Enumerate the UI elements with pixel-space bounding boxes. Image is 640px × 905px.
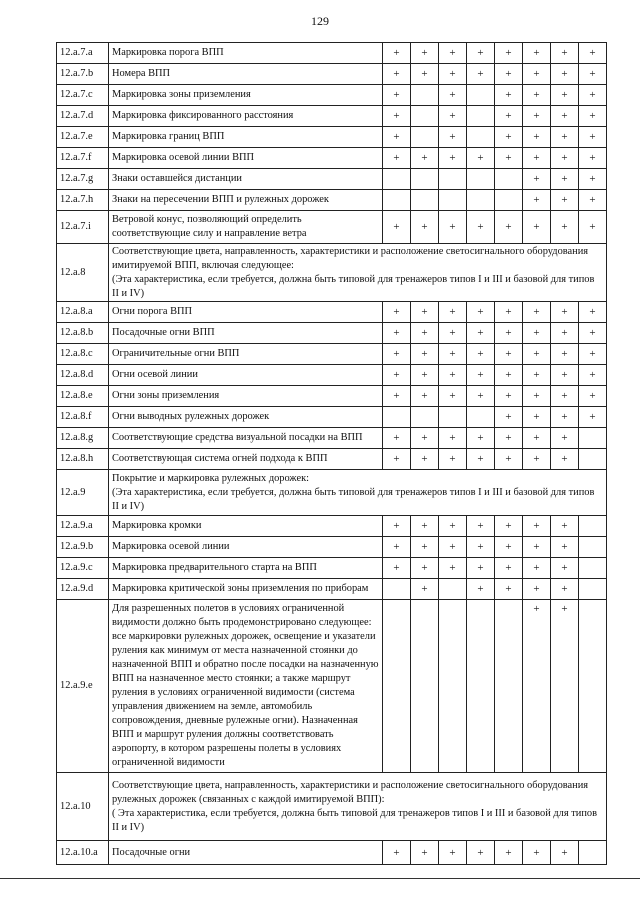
- applicability-mark-cell: +: [495, 428, 523, 449]
- applicability-mark-cell: +: [439, 64, 467, 85]
- applicability-mark-cell: +: [495, 106, 523, 127]
- row-code: 12.a.9.e: [57, 600, 109, 773]
- applicability-mark-cell: +: [495, 43, 523, 64]
- applicability-mark-cell: +: [439, 365, 467, 386]
- applicability-mark-cell: +: [579, 344, 607, 365]
- applicability-mark-cell: +: [383, 537, 411, 558]
- row-description: Маркировка кромки: [109, 516, 383, 537]
- applicability-mark-cell: +: [579, 106, 607, 127]
- section-row: [57, 244, 607, 302]
- row-description: Огни порога ВПП: [109, 302, 383, 323]
- applicability-mark-cell: +: [551, 190, 579, 211]
- applicability-mark-cell: [579, 516, 607, 537]
- applicability-mark-cell: +: [439, 323, 467, 344]
- applicability-mark-cell: +: [551, 600, 579, 773]
- applicability-mark-cell: +: [579, 169, 607, 190]
- row-code: 12.a.9: [57, 470, 109, 516]
- table-row: [57, 841, 607, 865]
- row-description: Посадочные огни: [109, 841, 383, 865]
- table-row: [57, 386, 607, 407]
- row-description: Огни зоны приземления: [109, 386, 383, 407]
- applicability-mark-cell: +: [579, 211, 607, 244]
- applicability-mark-cell: +: [411, 579, 439, 600]
- applicability-mark-cell: +: [551, 841, 579, 865]
- applicability-mark-cell: +: [439, 127, 467, 148]
- applicability-mark-cell: +: [495, 64, 523, 85]
- applicability-mark-cell: [411, 190, 439, 211]
- row-code: 12.a.10: [57, 773, 109, 841]
- applicability-mark-cell: +: [579, 386, 607, 407]
- row-code: 12.a.7.b: [57, 64, 109, 85]
- applicability-mark-cell: +: [439, 302, 467, 323]
- table-row: [57, 449, 607, 470]
- applicability-mark-cell: [495, 169, 523, 190]
- applicability-mark-cell: +: [551, 386, 579, 407]
- applicability-mark-cell: [383, 190, 411, 211]
- applicability-mark-cell: +: [523, 558, 551, 579]
- applicability-mark-cell: +: [523, 600, 551, 773]
- table-row: [57, 537, 607, 558]
- applicability-mark-cell: +: [523, 127, 551, 148]
- applicability-mark-cell: +: [383, 428, 411, 449]
- row-description: Соответствующая система огней подхода к ВПП: [109, 449, 383, 470]
- row-description: Огни выводных рулежных дорожек: [109, 407, 383, 428]
- applicability-mark-cell: [411, 169, 439, 190]
- applicability-mark-cell: +: [439, 428, 467, 449]
- applicability-mark-cell: +: [467, 365, 495, 386]
- row-code: 12.a.8.a: [57, 302, 109, 323]
- applicability-mark-cell: +: [551, 106, 579, 127]
- row-code: 12.a.7.c: [57, 85, 109, 106]
- applicability-mark-cell: +: [495, 449, 523, 470]
- page-bottom-rule: [0, 878, 640, 879]
- applicability-mark-cell: +: [523, 43, 551, 64]
- applicability-mark-cell: +: [467, 302, 495, 323]
- table-row: [57, 190, 607, 211]
- applicability-mark-cell: [439, 579, 467, 600]
- row-description: Маркировка предварительного старта на ВПП: [109, 558, 383, 579]
- applicability-mark-cell: [467, 85, 495, 106]
- section-note: ( Эта характеристика, если требуется, должна быть типовой для тренажеров типов I и III и базовой для типов II и IV): [112, 807, 597, 833]
- applicability-mark-cell: +: [551, 428, 579, 449]
- applicability-mark-cell: +: [467, 148, 495, 169]
- applicability-mark-cell: [467, 190, 495, 211]
- applicability-mark-cell: +: [551, 302, 579, 323]
- applicability-mark-cell: +: [383, 127, 411, 148]
- section-note: (Эта характеристика, если требуется, должна быть типовой для тренажеров типов I и III и базовой для типов II и IV): [112, 273, 595, 299]
- applicability-mark-cell: +: [495, 516, 523, 537]
- row-code: 12.a.8.e: [57, 386, 109, 407]
- applicability-mark-cell: +: [411, 558, 439, 579]
- applicability-mark-cell: +: [579, 302, 607, 323]
- applicability-mark-cell: +: [467, 64, 495, 85]
- table-row: [57, 323, 607, 344]
- applicability-mark-cell: +: [383, 344, 411, 365]
- table-row: [57, 64, 607, 85]
- applicability-mark-cell: +: [383, 365, 411, 386]
- applicability-mark-cell: +: [383, 85, 411, 106]
- row-code: 12.a.9.c: [57, 558, 109, 579]
- applicability-mark-cell: +: [523, 579, 551, 600]
- applicability-mark-cell: +: [383, 64, 411, 85]
- applicability-mark-cell: +: [495, 537, 523, 558]
- applicability-mark-cell: +: [383, 148, 411, 169]
- applicability-mark-cell: [411, 407, 439, 428]
- applicability-mark-cell: +: [523, 302, 551, 323]
- applicability-mark-cell: [383, 169, 411, 190]
- applicability-mark-cell: +: [523, 169, 551, 190]
- applicability-mark-cell: [467, 407, 495, 428]
- applicability-mark-cell: +: [523, 211, 551, 244]
- row-description: Ограничительные огни ВПП: [109, 344, 383, 365]
- table-row: [57, 516, 607, 537]
- row-description: Маркировка осевой линии ВПП: [109, 148, 383, 169]
- applicability-mark-cell: +: [523, 148, 551, 169]
- applicability-mark-cell: [439, 407, 467, 428]
- applicability-mark-cell: +: [551, 211, 579, 244]
- applicability-mark-cell: +: [467, 211, 495, 244]
- applicability-mark-cell: +: [495, 127, 523, 148]
- row-description: Соответствующие средства визуальной посадки на ВПП: [109, 428, 383, 449]
- applicability-mark-cell: +: [579, 190, 607, 211]
- applicability-mark-cell: +: [383, 516, 411, 537]
- requirements-table: [56, 42, 607, 865]
- applicability-mark-cell: +: [411, 43, 439, 64]
- applicability-mark-cell: +: [495, 323, 523, 344]
- applicability-mark-cell: +: [439, 537, 467, 558]
- row-description: Маркировка границ ВПП: [109, 127, 383, 148]
- row-code: 12.a.8.d: [57, 365, 109, 386]
- applicability-mark-cell: +: [467, 579, 495, 600]
- applicability-mark-cell: +: [523, 64, 551, 85]
- applicability-mark-cell: +: [383, 841, 411, 865]
- applicability-mark-cell: [439, 169, 467, 190]
- section-row: [57, 773, 607, 841]
- section-description: [109, 470, 607, 516]
- applicability-mark-cell: [467, 169, 495, 190]
- applicability-mark-cell: +: [523, 516, 551, 537]
- applicability-mark-cell: +: [579, 323, 607, 344]
- applicability-mark-cell: +: [551, 344, 579, 365]
- row-description: Номера ВПП: [109, 64, 383, 85]
- applicability-mark-cell: +: [551, 64, 579, 85]
- applicability-mark-cell: +: [495, 344, 523, 365]
- applicability-mark-cell: +: [383, 43, 411, 64]
- applicability-mark-cell: +: [467, 386, 495, 407]
- applicability-mark-cell: +: [551, 365, 579, 386]
- row-code: 12.a.8.f: [57, 407, 109, 428]
- applicability-mark-cell: [467, 106, 495, 127]
- applicability-mark-cell: +: [579, 407, 607, 428]
- applicability-mark-cell: +: [523, 323, 551, 344]
- table-row: [57, 148, 607, 169]
- applicability-mark-cell: +: [551, 127, 579, 148]
- applicability-mark-cell: [439, 600, 467, 773]
- applicability-mark-cell: +: [439, 85, 467, 106]
- applicability-mark-cell: +: [551, 579, 579, 600]
- row-code: 12.a.9.a: [57, 516, 109, 537]
- applicability-mark-cell: +: [383, 302, 411, 323]
- applicability-mark-cell: +: [383, 211, 411, 244]
- applicability-mark-cell: +: [439, 211, 467, 244]
- applicability-mark-cell: +: [495, 407, 523, 428]
- applicability-mark-cell: +: [383, 558, 411, 579]
- row-code: 12.a.7.a: [57, 43, 109, 64]
- applicability-mark-cell: +: [439, 148, 467, 169]
- applicability-mark-cell: +: [411, 841, 439, 865]
- row-code: 12.a.7.e: [57, 127, 109, 148]
- applicability-mark-cell: +: [523, 365, 551, 386]
- applicability-mark-cell: +: [411, 64, 439, 85]
- applicability-mark-cell: [411, 106, 439, 127]
- row-description: Для разрешенных полетов в условиях ограниченной видимости должно быть продемонстрировано следующее: все маркировки рулежных дорожек, освещение и указатели руления как минимум от места назначенной стоянки до назначенной ВПП и обратно после посадки на назначенную ВПП на назначенное место стоянки; а также маршрут руления в условиях ограниченной видимости (система управления движением на земле, автомобиль сопровождения, дневные рулежные огни). Назначенная ВПП и маршрут руления должны соответствовать аэропорту, в котором разрешены полеты в условиях ограниченной видимости: [109, 600, 383, 773]
- table-row: [57, 43, 607, 64]
- applicability-mark-cell: +: [411, 302, 439, 323]
- applicability-mark-cell: +: [495, 841, 523, 865]
- applicability-mark-cell: +: [411, 516, 439, 537]
- section-title: Покрытие и маркировка рулежных дорожек:: [112, 472, 310, 484]
- applicability-mark-cell: +: [467, 841, 495, 865]
- applicability-mark-cell: +: [411, 323, 439, 344]
- row-description: Знаки оставшейся дистанции: [109, 169, 383, 190]
- applicability-mark-cell: +: [411, 344, 439, 365]
- applicability-mark-cell: +: [439, 558, 467, 579]
- applicability-mark-cell: +: [495, 302, 523, 323]
- applicability-mark-cell: +: [523, 407, 551, 428]
- row-description: Посадочные огни ВПП: [109, 323, 383, 344]
- applicability-mark-cell: +: [439, 841, 467, 865]
- applicability-mark-cell: +: [523, 85, 551, 106]
- applicability-mark-cell: +: [383, 106, 411, 127]
- row-code: 12.a.7.f: [57, 148, 109, 169]
- row-description: Маркировка фиксированного расстояния: [109, 106, 383, 127]
- applicability-mark-cell: [579, 841, 607, 865]
- applicability-mark-cell: +: [551, 407, 579, 428]
- row-code: 12.a.10.a: [57, 841, 109, 865]
- applicability-mark-cell: +: [411, 148, 439, 169]
- applicability-mark-cell: +: [579, 127, 607, 148]
- applicability-mark-cell: +: [439, 43, 467, 64]
- applicability-mark-cell: +: [551, 558, 579, 579]
- applicability-mark-cell: +: [495, 558, 523, 579]
- row-code: 12.a.7.d: [57, 106, 109, 127]
- section-note: (Эта характеристика, если требуется, должна быть типовой для тренажеров типов I и III и базовой для типов II и IV): [112, 486, 595, 512]
- applicability-mark-cell: +: [383, 386, 411, 407]
- table-row: [57, 344, 607, 365]
- applicability-mark-cell: +: [467, 449, 495, 470]
- applicability-mark-cell: [467, 127, 495, 148]
- applicability-mark-cell: +: [439, 386, 467, 407]
- table-row: [57, 85, 607, 106]
- section-description: [109, 244, 607, 302]
- applicability-mark-cell: +: [439, 106, 467, 127]
- applicability-mark-cell: [411, 85, 439, 106]
- applicability-mark-cell: +: [523, 537, 551, 558]
- applicability-mark-cell: +: [495, 386, 523, 407]
- row-code: 12.a.8.c: [57, 344, 109, 365]
- applicability-mark-cell: +: [495, 85, 523, 106]
- applicability-mark-cell: +: [551, 169, 579, 190]
- applicability-mark-cell: +: [467, 344, 495, 365]
- applicability-mark-cell: +: [551, 537, 579, 558]
- table-row: [57, 428, 607, 449]
- applicability-mark-cell: +: [439, 516, 467, 537]
- applicability-mark-cell: +: [523, 428, 551, 449]
- row-description: Маркировка осевой линии: [109, 537, 383, 558]
- applicability-mark-cell: +: [579, 148, 607, 169]
- row-description: Огни осевой линии: [109, 365, 383, 386]
- section-description: [109, 773, 607, 841]
- applicability-mark-cell: +: [467, 43, 495, 64]
- applicability-mark-cell: [467, 600, 495, 773]
- applicability-mark-cell: +: [579, 43, 607, 64]
- section-row: [57, 470, 607, 516]
- applicability-mark-cell: +: [523, 841, 551, 865]
- applicability-mark-cell: +: [551, 323, 579, 344]
- row-description: Знаки на пересечении ВПП и рулежных дорожек: [109, 190, 383, 211]
- applicability-mark-cell: +: [523, 190, 551, 211]
- applicability-mark-cell: +: [411, 428, 439, 449]
- applicability-mark-cell: [579, 558, 607, 579]
- row-code: 12.a.7.g: [57, 169, 109, 190]
- applicability-mark-cell: +: [551, 85, 579, 106]
- applicability-mark-cell: [495, 600, 523, 773]
- applicability-mark-cell: +: [411, 449, 439, 470]
- applicability-mark-cell: +: [467, 428, 495, 449]
- applicability-mark-cell: [495, 190, 523, 211]
- row-code: 12.a.8.g: [57, 428, 109, 449]
- applicability-mark-cell: [383, 600, 411, 773]
- applicability-mark-cell: +: [495, 148, 523, 169]
- table-row: [57, 127, 607, 148]
- row-code: 12.a.8.h: [57, 449, 109, 470]
- table-row: [57, 407, 607, 428]
- applicability-mark-cell: +: [439, 344, 467, 365]
- row-description: Ветровой конус, позволяющий определить соответствующие силу и направление ветра: [109, 211, 383, 244]
- applicability-mark-cell: +: [411, 211, 439, 244]
- row-code: 12.a.8: [57, 244, 109, 302]
- applicability-mark-cell: [411, 127, 439, 148]
- applicability-mark-cell: +: [523, 386, 551, 407]
- applicability-mark-cell: [439, 190, 467, 211]
- applicability-mark-cell: +: [551, 148, 579, 169]
- applicability-mark-cell: +: [579, 64, 607, 85]
- applicability-mark-cell: [579, 600, 607, 773]
- applicability-mark-cell: +: [467, 516, 495, 537]
- applicability-mark-cell: +: [411, 386, 439, 407]
- row-code: 12.a.8.b: [57, 323, 109, 344]
- row-code: 12.a.7.i: [57, 211, 109, 244]
- applicability-mark-cell: +: [551, 516, 579, 537]
- applicability-mark-cell: [579, 537, 607, 558]
- applicability-mark-cell: +: [523, 449, 551, 470]
- section-title: Соответствующие цвета, направленность, характеристики и расположение светосигнального оборудования имитируемой ВПП, включая следующее:: [112, 245, 589, 271]
- row-code: 12.a.9.d: [57, 579, 109, 600]
- row-description: Маркировка критической зоны приземления по приборам: [109, 579, 383, 600]
- table-row: [57, 302, 607, 323]
- table-row: [57, 169, 607, 190]
- applicability-mark-cell: +: [551, 449, 579, 470]
- applicability-mark-cell: +: [523, 344, 551, 365]
- applicability-mark-cell: +: [579, 365, 607, 386]
- applicability-mark-cell: +: [467, 558, 495, 579]
- applicability-mark-cell: [579, 449, 607, 470]
- section-title: Соответствующие цвета, направленность, характеристики и расположение светосигнального оборудования рулежных дорожек (связанных с каждой имитируемой ВПП):: [112, 779, 589, 805]
- applicability-mark-cell: [579, 428, 607, 449]
- applicability-mark-cell: +: [411, 365, 439, 386]
- applicability-mark-cell: +: [495, 579, 523, 600]
- applicability-mark-cell: [383, 407, 411, 428]
- applicability-mark-cell: +: [383, 449, 411, 470]
- applicability-mark-cell: +: [495, 365, 523, 386]
- applicability-mark-cell: +: [467, 537, 495, 558]
- table-row: [57, 106, 607, 127]
- applicability-mark-cell: +: [467, 323, 495, 344]
- applicability-mark-cell: +: [411, 537, 439, 558]
- table-row: [57, 579, 607, 600]
- page-number: 129: [311, 14, 329, 28]
- row-code: 12.a.9.b: [57, 537, 109, 558]
- applicability-mark-cell: +: [523, 106, 551, 127]
- table-row: [57, 365, 607, 386]
- applicability-mark-cell: [579, 579, 607, 600]
- applicability-mark-cell: +: [439, 449, 467, 470]
- applicability-mark-cell: +: [495, 211, 523, 244]
- applicability-mark-cell: +: [579, 85, 607, 106]
- applicability-mark-cell: [383, 579, 411, 600]
- table-row-tall: [57, 600, 607, 773]
- row-description: Маркировка зоны приземления: [109, 85, 383, 106]
- row-description: Маркировка порога ВПП: [109, 43, 383, 64]
- table-row: [57, 211, 607, 244]
- table-row: [57, 558, 607, 579]
- applicability-mark-cell: +: [551, 43, 579, 64]
- row-code: 12.a.7.h: [57, 190, 109, 211]
- applicability-mark-cell: +: [383, 323, 411, 344]
- applicability-mark-cell: [411, 600, 439, 773]
